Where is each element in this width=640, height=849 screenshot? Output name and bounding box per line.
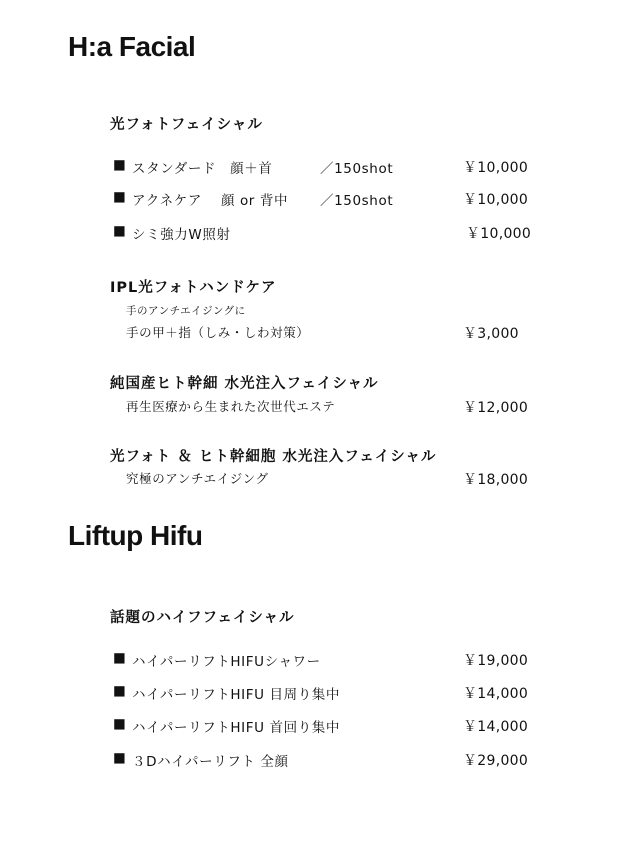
group-price: ￥3,000 [463,326,519,342]
item-price: ￥10,000 [463,160,529,176]
group-desc: 手の甲＋指（しみ・しわ対策） [126,325,310,340]
section-title-liftup-hifu: Liftup Hifu [68,520,203,551]
item-price: ￥10,000 [463,192,529,208]
item-price: ￥14,000 [463,686,529,702]
item-price: ￥19,000 [463,653,529,669]
item-label: ハイパーリフトHIFUシャワー [132,654,321,670]
group-title-photo-facial: 光フォトフェイシャル [110,117,263,133]
item-price: ￥14,000 [463,719,529,735]
group-title-stem-cell: 純国産ヒト幹細 水光注入フェイシャル [110,376,379,392]
bullet-icon: ■ [113,650,127,666]
bullet-icon: ■ [113,750,127,766]
item-label: アクネケア 顔 or 背中 [132,193,289,209]
item-price: ￥29,000 [463,753,529,769]
item-label: スタンダード 顔＋首 [132,161,273,177]
item-price: ￥10,000 [466,226,532,242]
bullet-icon: ■ [113,157,127,173]
group-desc: 究極のアンチエイジング [126,471,269,486]
item-label: ３Dハイパーリフト 全顔 [132,754,289,770]
group-title-hifu-facial: 話題のハイフフェイシャル [110,610,295,626]
group-title-photo-stem-cell: 光フォト ＆ ヒト幹細胞 水光注入フェイシャル [110,449,437,465]
group-price: ￥18,000 [463,472,529,488]
section-title-ha-facial: H:a Facial [68,31,196,62]
group-desc: 再生医療から生まれた次世代エステ [126,399,336,414]
bullet-icon: ■ [113,683,127,699]
item-label: ハイパーリフトHIFU 目周り集中 [132,687,340,703]
bullet-icon: ■ [113,716,127,732]
group-price: ￥12,000 [463,400,529,416]
bullet-icon: ■ [113,189,127,205]
item-label: シミ強力W照射 [132,227,231,243]
group-title-hand-care: IPL光フォトハンドケア [110,280,277,296]
group-note: 手のアンチエイジングに [126,305,246,317]
bullet-icon: ■ [113,223,127,239]
item-spec: ／150shot [320,193,394,209]
item-spec: ／150shot [320,161,394,177]
item-label: ハイパーリフトHIFU 首回り集中 [132,720,340,736]
